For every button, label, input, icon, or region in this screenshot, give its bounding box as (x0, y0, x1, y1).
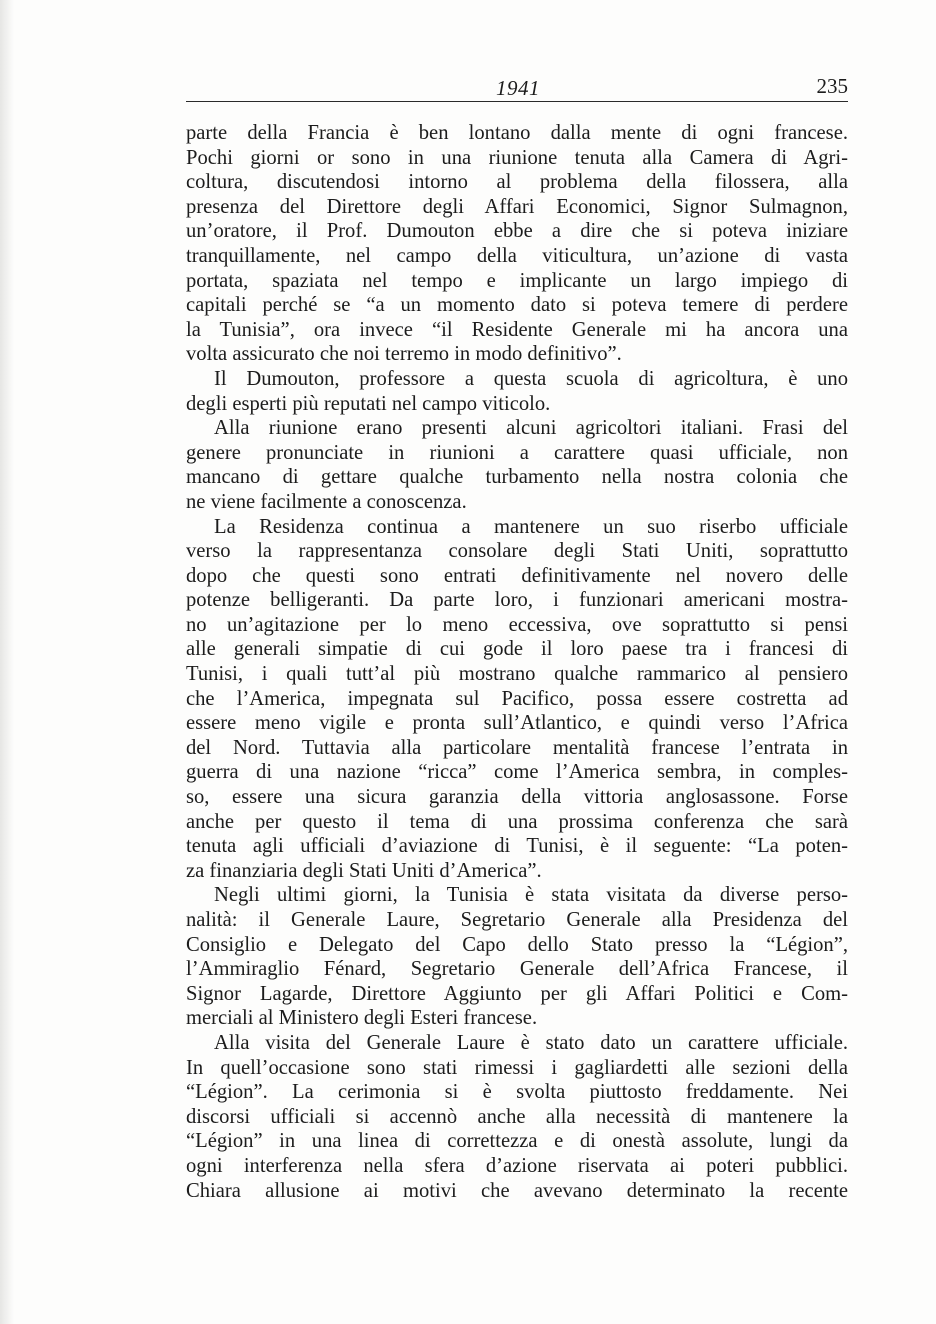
text-line: degli esperti più reputati nel campo viticolo. (186, 392, 551, 415)
text-line: Pochi giorni or sono in una riunione tenuta alla Camera di Agri- (186, 146, 848, 169)
text-line: un’oratore, il Prof. Dumouton ebbe a dire che si poteva iniziare (186, 220, 848, 243)
text-line: ogni interferenza nella sfera d’azione riservata ai poteri pubblici. (186, 1154, 848, 1177)
text-line: no un’agitazione per lo meno eccessiva, ove soprattutto si pensi (186, 613, 848, 636)
text-line: volta assicurato che noi terremo in modo definitivo”. (186, 343, 622, 366)
text-line: za finanziaria degli Stati Uniti d’America”. (186, 859, 542, 882)
text-line: nalità: il Generale Laure, Segretario Generale alla Presidenza del (186, 909, 848, 931)
text-line: verso la rappresentanza consolare degli Stati Uniti, soprattutto (186, 540, 848, 563)
text-line: ne viene facilmente a conoscenza. (186, 490, 467, 513)
running-header (186, 74, 848, 100)
text-line: portata, spaziata nel tempo e implicante un largo impiego di (186, 269, 848, 292)
header-rule (186, 101, 848, 102)
text-line: genere pronunciate in riunioni a carattere quasi ufficiale, non (186, 441, 848, 464)
text-line: tranquillamente, nel campo della viticultura, un’azione di vasta (186, 244, 848, 267)
text-line: essere meno vigile e pronta sull’Atlantico, e quindi verso l’Africa (186, 712, 848, 735)
text-line: coltura, discutendosi intorno al problema della filossera, alla (186, 171, 848, 194)
text-line: Chiara allusione ai motivi che avevano determinato la recente (186, 1179, 848, 1202)
text-line: Tunisi, i quali tutt’al più mostrano qualche rammarico al pensiero (186, 663, 848, 686)
text-line: Alla riunione erano presenti alcuni agricoltori italiani. Frasi del (214, 417, 848, 440)
text-line: presenza del Direttore degli Affari Economici, Signor Sulmagnon, (186, 195, 848, 218)
text-line: dopo che questi sono entrati definitivamente nel novero delle (186, 564, 848, 587)
text-line: Alla visita del Generale Laure è stato dato un carattere ufficiale. (214, 1031, 848, 1054)
header-year: 1941 (496, 76, 540, 100)
text-line: guerra di una nazione “ricca” come l’America sembra, in comples- (186, 761, 848, 784)
text-line: la Tunisia”, ora invece “il Residente Generale mi ha ancora una (186, 318, 848, 341)
text-line: “Légion” in una linea di correttezza e di onestà assolute, lungi da (186, 1130, 848, 1153)
text-line: In quell’occasione sono stati rimessi i gagliardetti alle sezioni della (186, 1056, 848, 1079)
body-text (186, 121, 848, 1203)
text-line: capitali perché se “a un momento dato si poteva temere di perdere (186, 294, 848, 317)
text-line: tenuta agli ufficiali d’aviazione di Tunisi, è il seguente: “La poten- (186, 835, 848, 858)
text-line: l’Ammiraglio Fénard, Segretario Generale dell’Africa Francese, il (186, 958, 848, 981)
text-line: merciali al Ministero degli Esteri francese. (186, 1007, 538, 1030)
text-line: alle generali simpatie di cui gode il loro paese tra i francesi di (186, 638, 848, 661)
text-line: so, essere una sicura garanzia della vittoria anglosassone. Forse (186, 786, 848, 809)
text-line: Il Dumouton, professore a questa scuola di agricoltura, è uno (214, 367, 848, 390)
text-line: Signor Lagarde, Direttore Aggiunto per gli Affari Politici e Com- (186, 982, 848, 1005)
text-line: La Residenza continua a mantenere un suo riserbo ufficiale (214, 515, 848, 538)
text-line: Consiglio e Delegato del Capo dello Stato presso la “Légion”, (186, 933, 848, 956)
text-line: potenze belligeranti. Da parte loro, i funzionari americani mostra- (186, 589, 848, 612)
text-line: Negli ultimi giorni, la Tunisia è stata visitata da diverse perso- (214, 884, 848, 907)
text-line: del Nord. Tuttavia alla particolare mentalità francese l’entrata in (186, 736, 848, 759)
text-line: mancano di gettare qualche turbamento nella nostra colonia che (186, 466, 848, 489)
text-line: discorsi ufficiali si accennò anche alla necessità di mantenere la (186, 1105, 848, 1128)
page-number: 235 (816, 74, 848, 98)
binding-shadow (0, 0, 14, 1324)
text-line: “Légion”. La cerimonia si è svolta piuttosto freddamente. Nei (186, 1081, 848, 1104)
text-line: anche per questo il tema di una prossima conferenza che sarà (186, 810, 848, 833)
text-line: che l’America, impegnata sul Pacifico, possa essere costretta ad (186, 687, 848, 710)
text-line: parte della Francia è ben lontano dalla mente di ogni francese. (186, 122, 848, 144)
